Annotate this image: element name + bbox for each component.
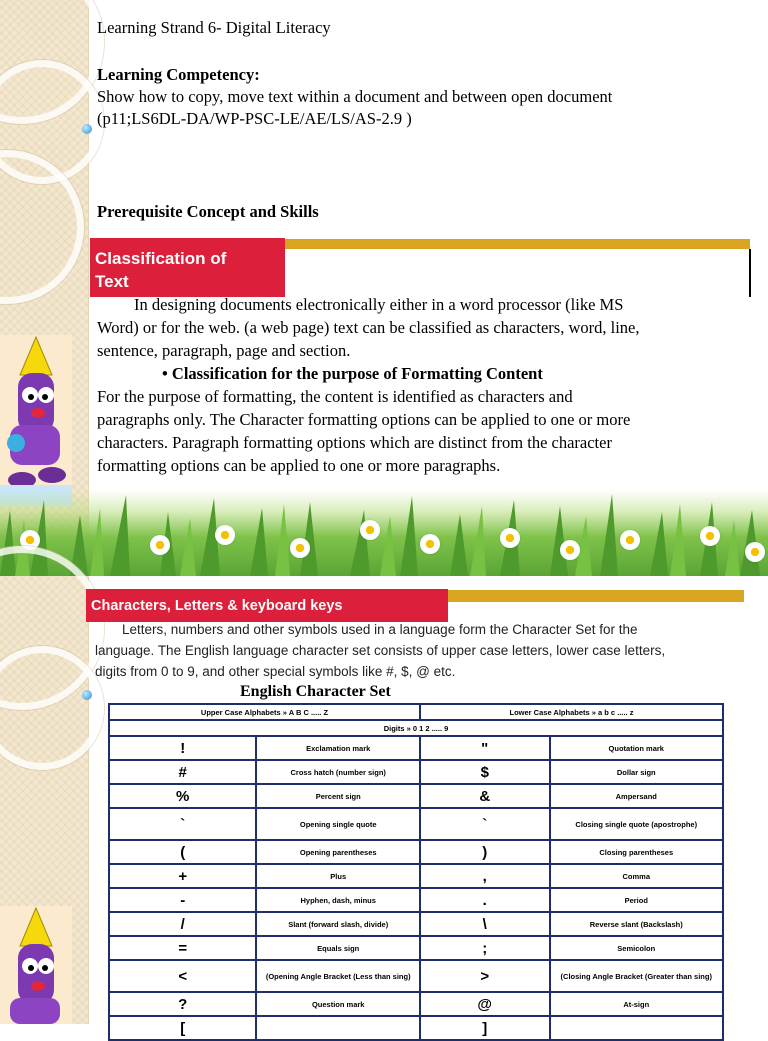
intro-line2: language. The English language character set consists of upper case letters, lower case letters, bbox=[95, 643, 666, 658]
para2-line1: For the purpose of formatting, the content is identified as characters and bbox=[97, 387, 573, 406]
name-cell: Plus bbox=[256, 864, 420, 888]
name-cell: Comma bbox=[550, 864, 724, 888]
table-row bbox=[109, 992, 723, 1016]
daisy-icon bbox=[620, 530, 640, 550]
name-cell: Dollar sign bbox=[550, 760, 724, 784]
table-row bbox=[109, 888, 723, 912]
symbol-cell: \ bbox=[420, 912, 550, 936]
symbol-cell: " bbox=[420, 736, 550, 760]
para1-line2: Word) or for the web. (a web page) text can be classified as characters, word, line, bbox=[97, 318, 640, 337]
daisy-icon bbox=[360, 520, 380, 540]
table-row bbox=[109, 760, 723, 784]
competency-text: Show how to copy, move text within a document and between open document bbox=[97, 87, 613, 106]
table-row bbox=[109, 808, 723, 840]
table-row bbox=[109, 784, 723, 808]
name-cell: Closing parentheses bbox=[550, 840, 724, 864]
name-cell: Opening single quote bbox=[256, 808, 420, 840]
symbol-cell: ? bbox=[109, 992, 256, 1016]
name-cell: (Opening Angle Bracket (Less than sing) bbox=[256, 960, 420, 992]
formatting-bullet: • Classification for the purpose of Formatting Content bbox=[162, 364, 543, 383]
table-header-row bbox=[109, 720, 723, 736]
name-cell bbox=[256, 1016, 420, 1040]
section-title-box bbox=[90, 238, 285, 297]
slide-2 bbox=[0, 576, 768, 1037]
table-header-row bbox=[109, 704, 723, 720]
para2-line2: paragraphs only. The Character formatting options can be applied to one or more bbox=[97, 410, 631, 429]
strand-title: Learning Strand 6- Digital Literacy bbox=[97, 18, 331, 37]
name-cell: Percent sign bbox=[256, 784, 420, 808]
name-cell: Semicolon bbox=[550, 936, 724, 960]
para2-line4: formatting options can be applied to one or more paragraphs. bbox=[97, 456, 501, 475]
symbol-cell: $ bbox=[420, 760, 550, 784]
symbol-cell: ` bbox=[109, 808, 256, 840]
symbol-cell: # bbox=[109, 760, 256, 784]
symbol-cell: & bbox=[420, 784, 550, 808]
symbol-cell: + bbox=[109, 864, 256, 888]
symbol-cell: , bbox=[420, 864, 550, 888]
symbol-cell: . bbox=[420, 888, 550, 912]
name-cell: Hyphen, dash, minus bbox=[256, 888, 420, 912]
name-cell: Reverse slant (Backslash) bbox=[550, 912, 724, 936]
grass-decoration bbox=[0, 490, 768, 576]
symbol-cell: % bbox=[109, 784, 256, 808]
section-title: Characters, Letters & keyboard keys bbox=[91, 598, 343, 614]
table-row bbox=[109, 840, 723, 864]
symbol-cell: ` bbox=[420, 808, 550, 840]
intro-line1: Letters, numbers and other symbols used in a language form the Character Set for the bbox=[122, 622, 638, 637]
character-set-table bbox=[108, 703, 724, 1041]
symbol-cell: ] bbox=[420, 1016, 550, 1040]
header-digits: Digits » 0 1 2 ..... 9 bbox=[109, 720, 723, 736]
symbol-cell: ; bbox=[420, 936, 550, 960]
para1-line3: sentence, paragraph, page and section. bbox=[97, 341, 351, 360]
name-cell: Period bbox=[550, 888, 724, 912]
symbol-cell: = bbox=[109, 936, 256, 960]
name-cell: Closing single quote (apostrophe) bbox=[550, 808, 724, 840]
section-title-line1: Classification of bbox=[95, 249, 227, 268]
crayon-mascot-icon bbox=[0, 906, 72, 1024]
symbol-cell: @ bbox=[420, 992, 550, 1016]
bullet-dot-icon bbox=[82, 124, 92, 134]
symbol-cell: ) bbox=[420, 840, 550, 864]
name-cell: Slant (forward slash, divide) bbox=[256, 912, 420, 936]
crayon-mascot-icon bbox=[0, 335, 72, 505]
para2-line3: characters. Paragraph formatting options which are distinct from the character bbox=[97, 433, 612, 452]
name-cell: Opening parentheses bbox=[256, 840, 420, 864]
symbol-cell: ! bbox=[109, 736, 256, 760]
table-row bbox=[109, 736, 723, 760]
section-bar bbox=[284, 239, 750, 249]
table-row bbox=[109, 912, 723, 936]
name-cell: (Closing Angle Bracket (Greater than sing) bbox=[550, 960, 724, 992]
section-title-box bbox=[86, 589, 448, 622]
section-bar bbox=[440, 590, 744, 602]
daisy-icon bbox=[215, 525, 235, 545]
symbol-cell: / bbox=[109, 912, 256, 936]
name-cell: Cross hatch (number sign) bbox=[256, 760, 420, 784]
daisy-icon bbox=[745, 542, 765, 562]
daisy-icon bbox=[420, 534, 440, 554]
competency-code: (p11;LS6DL-DA/WP-PSC-LE/AE/LS/AS-2.9 ) bbox=[97, 109, 412, 128]
table-row bbox=[109, 864, 723, 888]
intro-line3: digits from 0 to 9, and other special symbols like #, $, @ etc. bbox=[95, 664, 456, 679]
table-row bbox=[109, 1016, 723, 1040]
symbol-cell: < bbox=[109, 960, 256, 992]
section-title-line2: Text bbox=[95, 272, 129, 291]
name-cell: At-sign bbox=[550, 992, 724, 1016]
header-upper-case: Upper Case Alphabets » A B C ..... Z bbox=[109, 704, 420, 720]
table-row bbox=[109, 936, 723, 960]
daisy-icon bbox=[700, 526, 720, 546]
symbol-cell: > bbox=[420, 960, 550, 992]
daisy-icon bbox=[500, 528, 520, 548]
symbol-cell: - bbox=[109, 888, 256, 912]
section-bar-edge bbox=[749, 249, 751, 297]
daisy-icon bbox=[150, 535, 170, 555]
table-row bbox=[109, 960, 723, 992]
table-title: English Character Set bbox=[240, 683, 391, 700]
name-cell: Question mark bbox=[256, 992, 420, 1016]
bullet-dot-icon bbox=[82, 690, 92, 700]
name-cell bbox=[550, 1016, 724, 1040]
grass-blades bbox=[0, 490, 768, 576]
prerequisite-label: Prerequisite Concept and Skills bbox=[97, 202, 319, 221]
name-cell: Equals sign bbox=[256, 936, 420, 960]
name-cell: Exclamation mark bbox=[256, 736, 420, 760]
daisy-icon bbox=[290, 538, 310, 558]
name-cell: Quotation mark bbox=[550, 736, 724, 760]
symbol-cell: [ bbox=[109, 1016, 256, 1040]
para1-line1: In designing documents electronically either in a word processor (like MS bbox=[134, 295, 624, 314]
symbol-cell: ( bbox=[109, 840, 256, 864]
header-lower-case: Lower Case Alphabets » a b c ..... z bbox=[420, 704, 723, 720]
daisy-icon bbox=[560, 540, 580, 560]
name-cell: Ampersand bbox=[550, 784, 724, 808]
competency-label: Learning Competency: bbox=[97, 65, 260, 84]
